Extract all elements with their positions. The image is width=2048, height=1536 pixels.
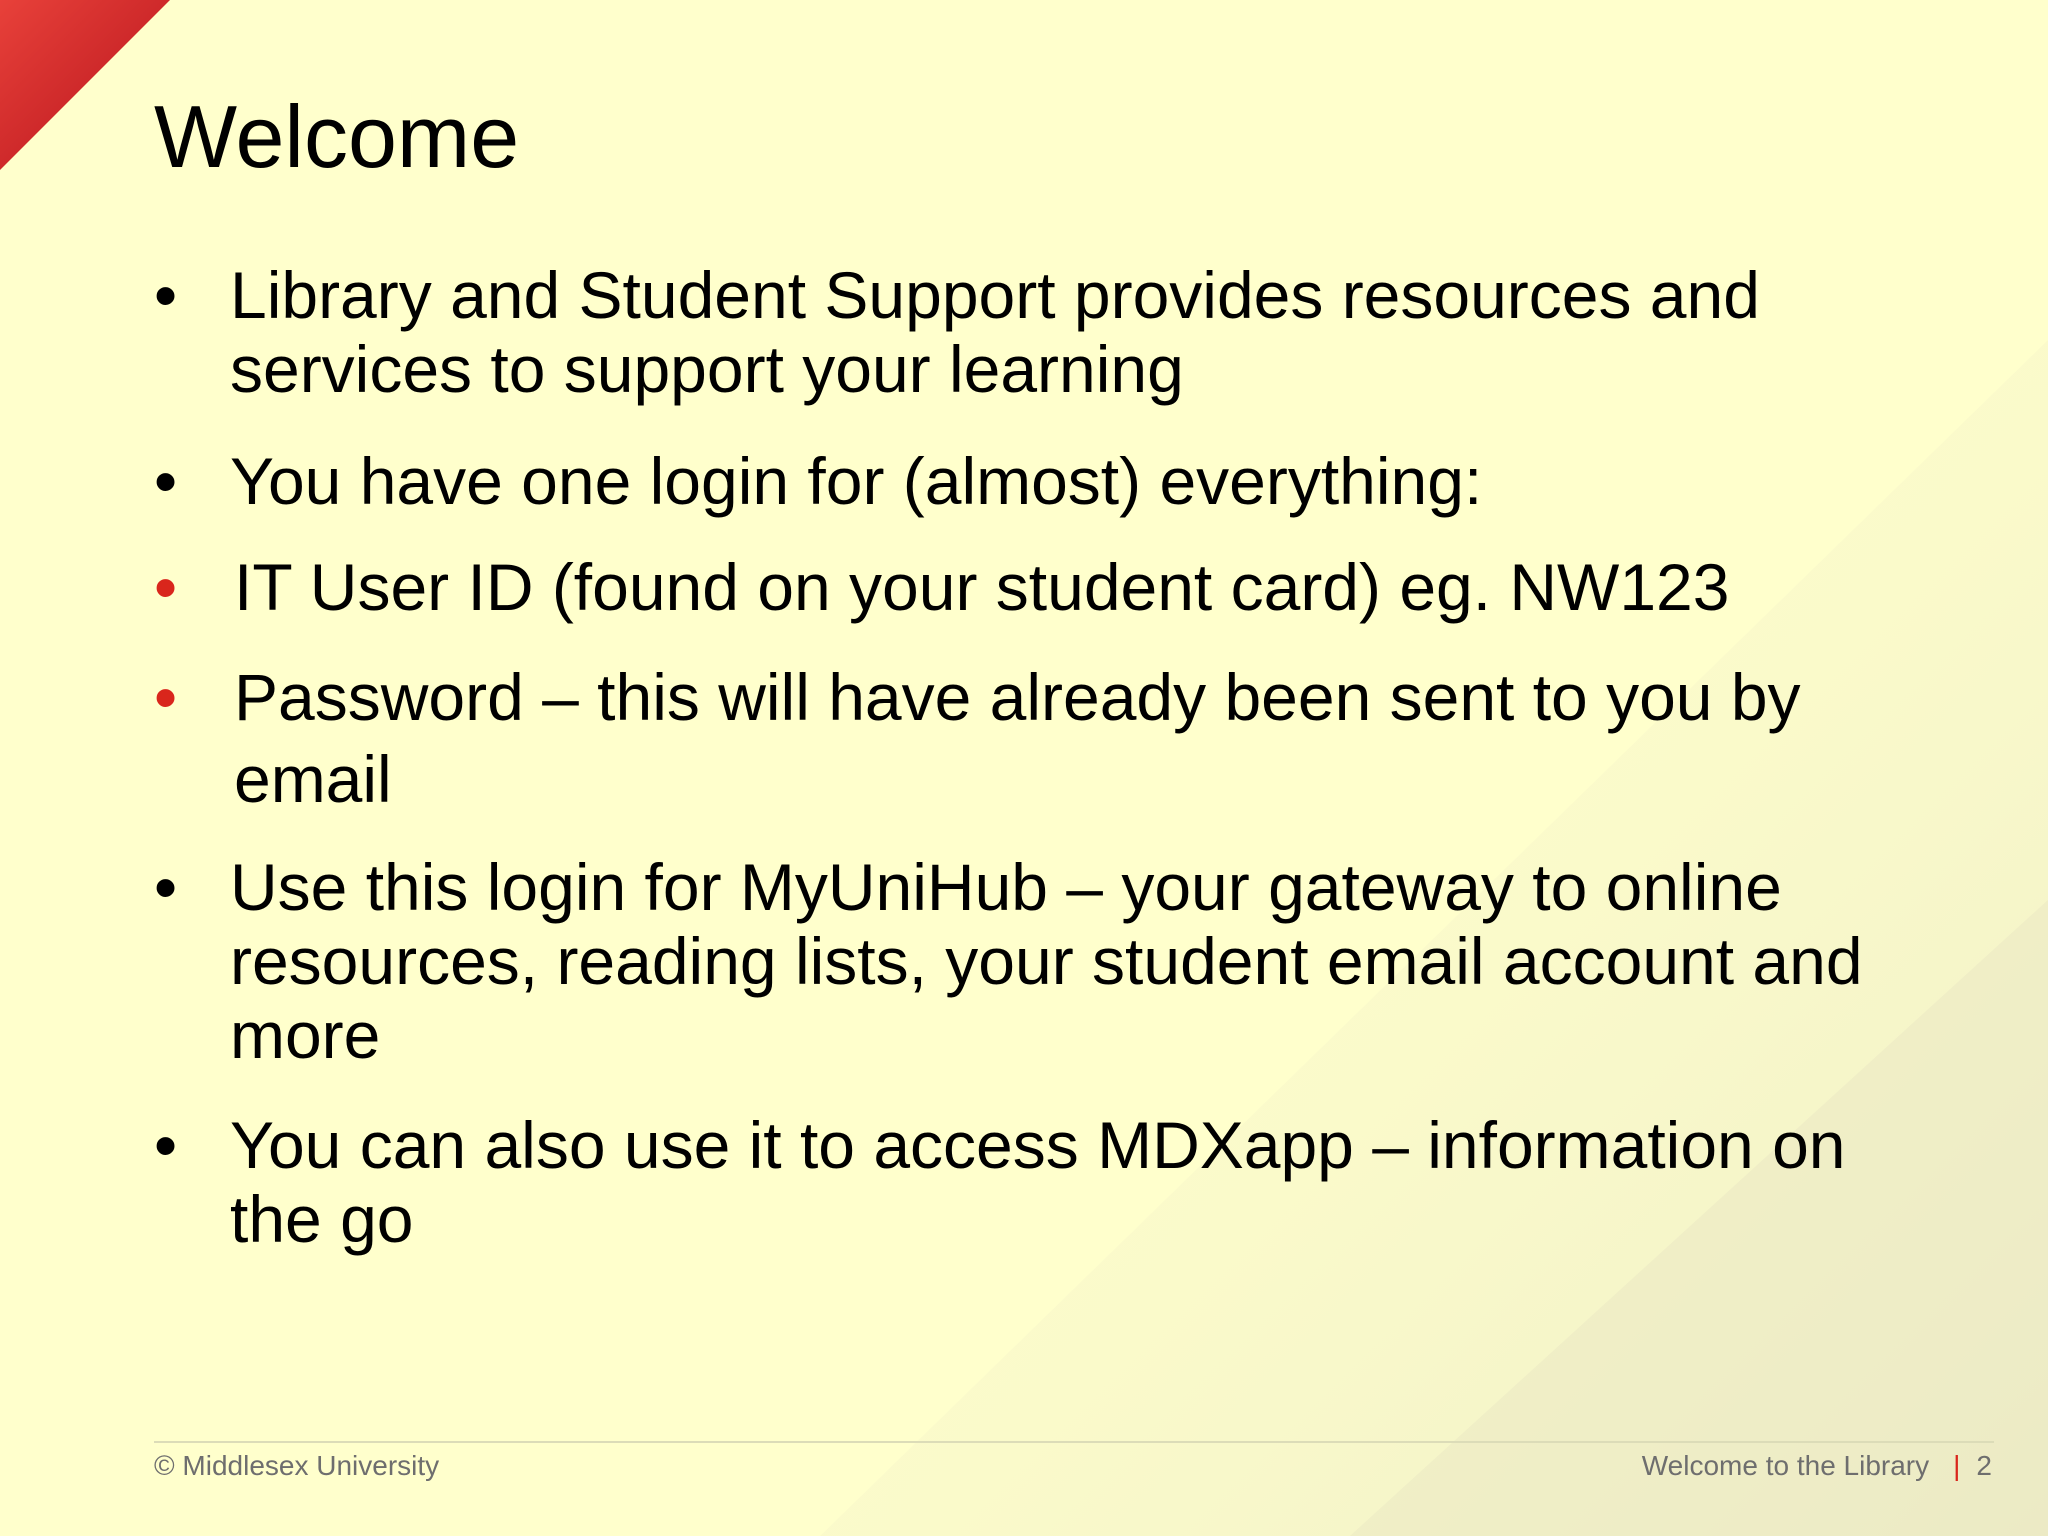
bullet-marker: • [154, 850, 178, 924]
bullet-text: You can also use it to access MDXapp – information on the go [230, 1108, 1846, 1256]
bullet-item [154, 850, 1954, 1072]
bullet-text: IT User ID (found on your student card) eg. NW123 [234, 550, 1730, 624]
page-number: 2 [1976, 1450, 1992, 1481]
bullet-text: You have one login for (almost) everything: [230, 444, 1483, 518]
bullet-item [154, 1108, 1954, 1256]
bullet-text: Use this login for MyUniHub – your gateway to online resources, reading lists, your student email account and more [230, 850, 1863, 1072]
bullet-marker: • [154, 1108, 178, 1182]
bullet-text: Library and Student Support provides resources and services to support your learning [230, 258, 1760, 406]
bullet-item [154, 444, 1954, 518]
bullet-item [154, 258, 1954, 406]
slide-title: Welcome [154, 87, 520, 186]
footer-deck-title: Welcome to the Library [1641, 1450, 1930, 1481]
footer-divider [154, 1441, 1994, 1443]
bullet-marker-red: • [154, 660, 178, 734]
corner-accent [0, 0, 170, 170]
footer-copyright: © Middlesex University [154, 1450, 440, 1481]
bullet-text: Password – this will have already been sent to you by email [234, 660, 1801, 816]
footer-separator: | [1953, 1450, 1961, 1481]
bullet-item-password [154, 656, 1954, 820]
footer-right [1642, 1450, 1992, 1482]
bullet-item-login-id [154, 546, 1954, 628]
bullet-marker: • [154, 258, 178, 332]
bullet-list [154, 258, 1954, 1256]
bullet-marker-red: • [154, 550, 178, 624]
bullet-marker: • [154, 444, 178, 518]
